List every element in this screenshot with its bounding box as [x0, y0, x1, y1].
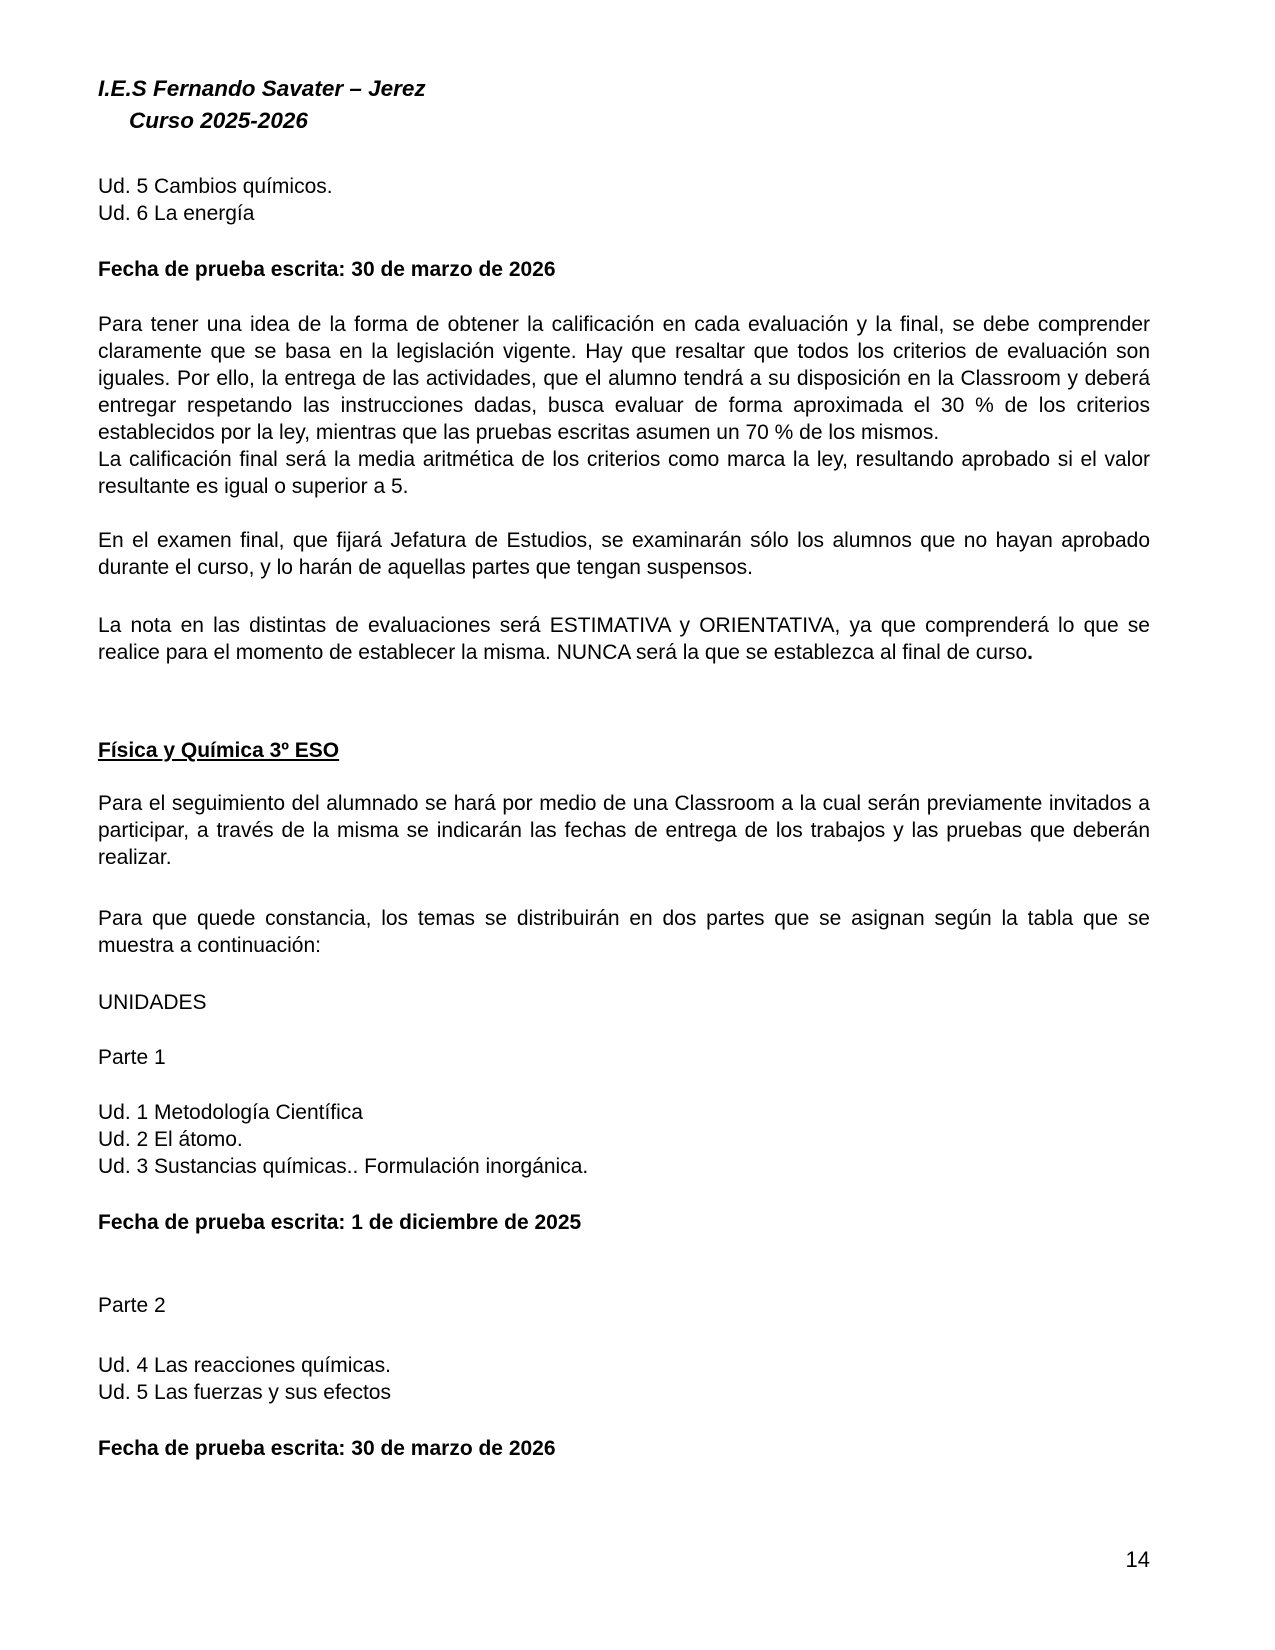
paragraph-constancia: Para que quede constancia, los temas se distribuirán en dos partes que se asignan según la tabla que se muestra a continuación: — [98, 907, 1150, 957]
paragraph-calificacion-final: La calificación final será la media aritmética de los criterios como marca la ley, resultando aprobado si el valor resultante es igual o superior a 5. — [98, 448, 1150, 498]
course-year: Curso 2025-2026 — [129, 108, 308, 133]
parte1-label: Parte 1 — [98, 1046, 166, 1069]
parte2-units-list — [98, 1352, 1150, 1406]
school-name: I.E.S Fernando Savater – Jerez — [98, 76, 426, 101]
paragraph-nota-estimativa — [98, 612, 1150, 666]
paragraph-nota-text: La nota en las distintas de evaluaciones será ESTIMATIVA y ORIENTATIVA, ya que comprenderá lo que se realice para el momento de establecer la misma. NUNCA será la que se establezca al final de curso — [98, 614, 1150, 664]
document-header — [98, 73, 1150, 137]
page-number: 14 — [1125, 1547, 1150, 1572]
unit-item: Ud. 2 El átomo. — [98, 1128, 243, 1151]
unit-item: Ud. 5 Cambios químicos. — [98, 175, 333, 198]
parte2-label: Parte 2 — [98, 1294, 166, 1317]
paragraph-calificacion-criterios: Para tener una idea de la forma de obtener la calificación en cada evaluación y la final, se debe comprender claramente que se basa en la legislación vigente. Hay que resaltar que todos los criterios de evaluación son iguales. Por ello, la entrega de las actividades, que el alumno tendrá a su disposición en la Classroom y deberá entregar respetando las instrucciones dadas, busca evaluar de forma aproximada el 30 % de los criterios establecidos por la ley, mientras que las pruebas escritas asumen un 70 % de los mismos. — [98, 313, 1150, 444]
parte1-units-list — [98, 1099, 1150, 1180]
exam-date-heading: Fecha de prueba escrita: 30 de marzo de 2026 — [98, 258, 556, 281]
paragraph-seguimiento: Para el seguimiento del alumnado se hará por medio de una Classroom a la cual serán previamente invitados a participar, a través de la misma se indicarán las fechas de entrega de los trabajos y las pruebas que deberán realizar. — [98, 792, 1150, 869]
exam-date-parte2-heading: Fecha de prueba escrita: 30 de marzo de 2026 — [98, 1437, 556, 1460]
unit-item: Ud. 5 Las fuerzas y sus efectos — [98, 1381, 391, 1404]
previous-units-list — [98, 173, 1150, 227]
unit-item: Ud. 1 Metodología Científica — [98, 1101, 363, 1124]
paragraph-examen-final: En el examen final, que fijará Jefatura de Estudios, se examinarán sólo los alumnos que no hayan aprobado durante el curso, y lo harán de aquellas partes que tengan suspensos. — [98, 529, 1150, 579]
unit-item: Ud. 3 Sustancias químicas.. Formulación inorgánica. — [98, 1155, 589, 1178]
section-heading-fisica-quimica-3eso: Física y Química 3º ESO — [98, 739, 340, 762]
bold-final-period: . — [1027, 641, 1033, 664]
unit-item: Ud. 4 Las reacciones químicas. — [98, 1354, 391, 1377]
unidades-label: UNIDADES — [98, 991, 207, 1014]
exam-date-parte1-heading: Fecha de prueba escrita: 1 de diciembre de 2025 — [98, 1211, 582, 1234]
unit-item: Ud. 6 La energía — [98, 202, 255, 225]
